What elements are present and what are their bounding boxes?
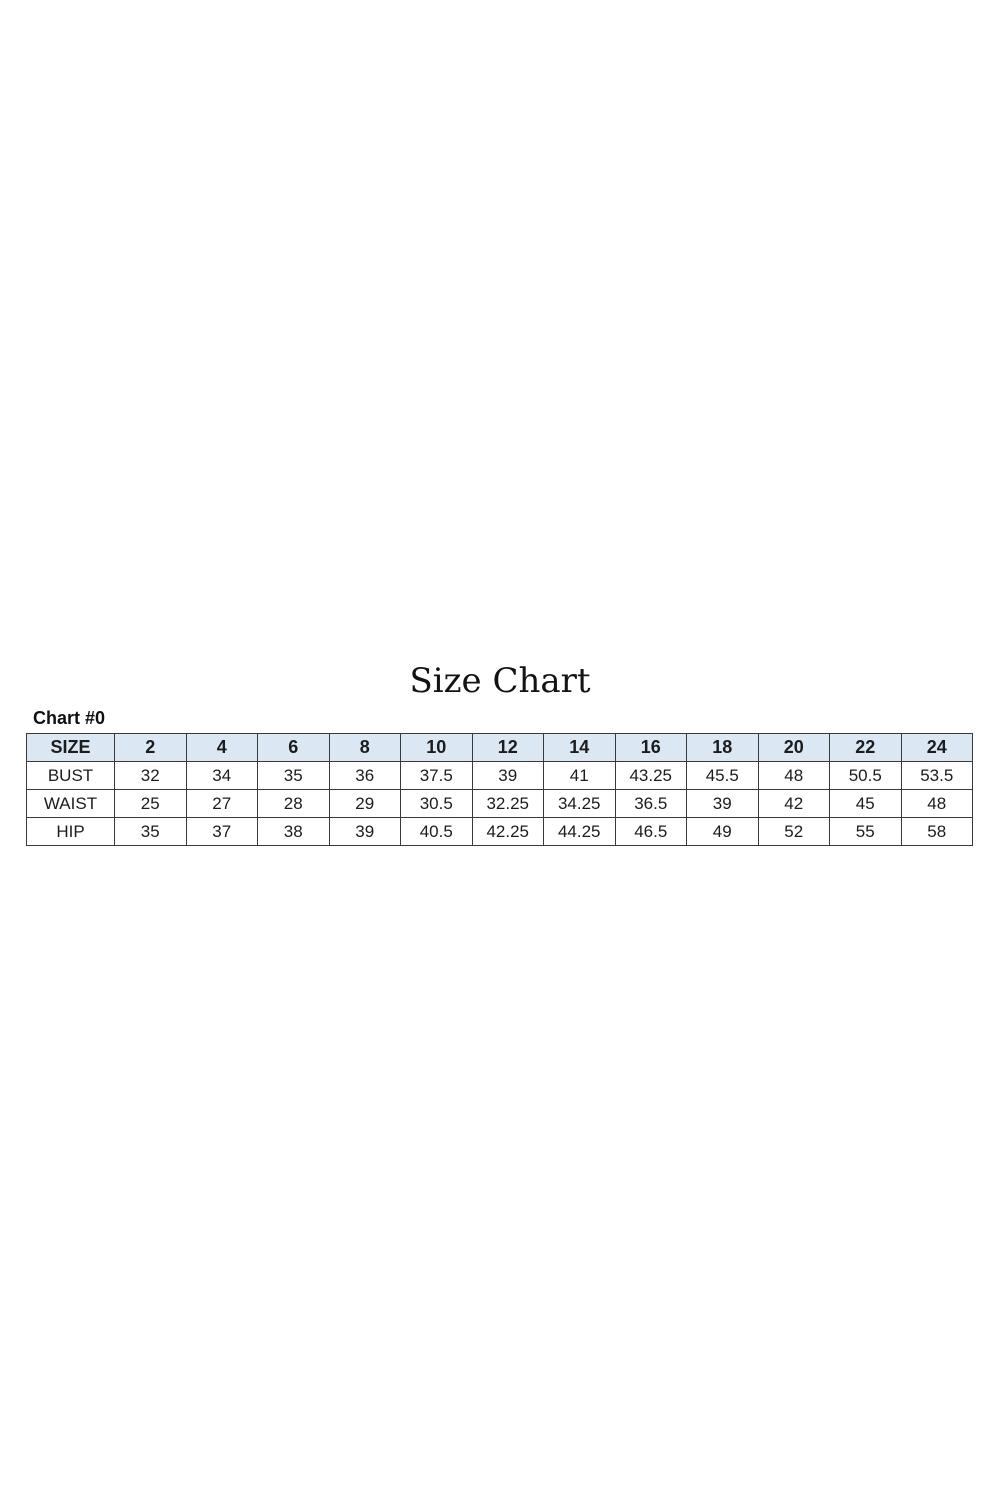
cell-bust-size-2: 32 — [115, 762, 187, 790]
cell-bust-size-22: 50.5 — [830, 762, 902, 790]
table-body — [27, 762, 973, 846]
header-cell-size-14: 14 — [544, 734, 616, 762]
table-row-waist — [27, 790, 973, 818]
cell-waist-size-20: 42 — [758, 790, 830, 818]
table-row-hip — [27, 818, 973, 846]
cell-hip-size-10: 40.5 — [401, 818, 473, 846]
cell-hip-size-12: 42.25 — [472, 818, 544, 846]
header-cell-size-4: 4 — [186, 734, 258, 762]
row-label-bust: BUST — [27, 762, 115, 790]
cell-hip-size-2: 35 — [115, 818, 187, 846]
chart-number-label: Chart #0 — [33, 708, 106, 728]
table-row-bust — [27, 762, 973, 790]
header-cell-size-20: 20 — [758, 734, 830, 762]
cell-hip-size-6: 38 — [258, 818, 330, 846]
cell-hip-size-20: 52 — [758, 818, 830, 846]
cell-waist-size-14: 34.25 — [544, 790, 616, 818]
cell-waist-size-6: 28 — [258, 790, 330, 818]
cell-bust-size-12: 39 — [472, 762, 544, 790]
cell-hip-size-22: 55 — [830, 818, 902, 846]
cell-waist-size-12: 32.25 — [472, 790, 544, 818]
cell-hip-size-8: 39 — [329, 818, 401, 846]
header-cell-size-8: 8 — [329, 734, 401, 762]
header-cell-size-2: 2 — [115, 734, 187, 762]
size-chart-table — [26, 733, 973, 846]
cell-waist-size-22: 45 — [830, 790, 902, 818]
cell-bust-size-14: 41 — [544, 762, 616, 790]
cell-hip-size-24: 58 — [901, 818, 973, 846]
header-cell-size-label: SIZE — [27, 734, 115, 762]
cell-bust-size-24: 53.5 — [901, 762, 973, 790]
cell-waist-size-2: 25 — [115, 790, 187, 818]
cell-bust-size-20: 48 — [758, 762, 830, 790]
header-cell-size-6: 6 — [258, 734, 330, 762]
header-cell-size-24: 24 — [901, 734, 973, 762]
cell-bust-size-10: 37.5 — [401, 762, 473, 790]
header-cell-size-22: 22 — [830, 734, 902, 762]
cell-waist-size-8: 29 — [329, 790, 401, 818]
cell-hip-size-4: 37 — [186, 818, 258, 846]
table-header-row — [27, 734, 973, 762]
row-label-waist: WAIST — [27, 790, 115, 818]
header-cell-size-16: 16 — [615, 734, 687, 762]
cell-hip-size-14: 44.25 — [544, 818, 616, 846]
cell-waist-size-24: 48 — [901, 790, 973, 818]
cell-waist-size-16: 36.5 — [615, 790, 687, 818]
cell-bust-size-6: 35 — [258, 762, 330, 790]
header-cell-size-18: 18 — [687, 734, 759, 762]
cell-waist-size-4: 27 — [186, 790, 258, 818]
cell-hip-size-18: 49 — [687, 818, 759, 846]
cell-bust-size-18: 45.5 — [687, 762, 759, 790]
cell-waist-size-10: 30.5 — [401, 790, 473, 818]
cell-bust-size-4: 34 — [186, 762, 258, 790]
cell-bust-size-16: 43.25 — [615, 762, 687, 790]
cell-waist-size-18: 39 — [687, 790, 759, 818]
header-cell-size-12: 12 — [472, 734, 544, 762]
cell-hip-size-16: 46.5 — [615, 818, 687, 846]
row-label-hip: HIP — [27, 818, 115, 846]
page-title: Size Chart — [409, 661, 591, 701]
header-cell-size-10: 10 — [401, 734, 473, 762]
cell-bust-size-8: 36 — [329, 762, 401, 790]
